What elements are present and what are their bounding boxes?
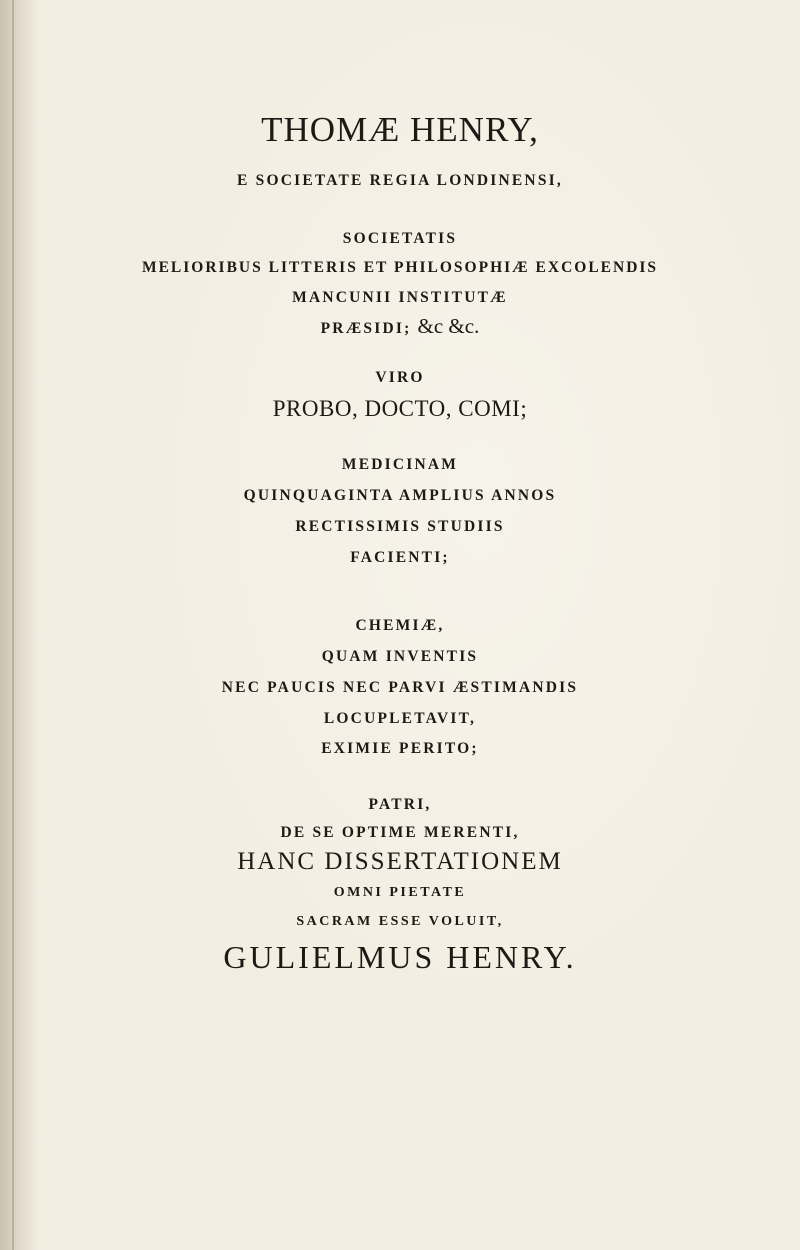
dedication-line-de-se: DE SE OPTIME MERENTI, bbox=[280, 824, 520, 841]
dedication-line-quinquaginta: QUINQUAGINTA AMPLIUS ANNOS bbox=[243, 487, 557, 504]
dedication-line-hanc: HANC DISSERTATIONEM bbox=[237, 848, 563, 875]
dedication-line-probo: PROBO, DOCTO, COMI; bbox=[272, 396, 528, 421]
dedication-line-nec: NEC PAUCIS NEC PARVI ÆSTIMANDIS bbox=[221, 679, 579, 696]
dedication-line-praesidi bbox=[0, 314, 800, 339]
dedication-line-patri: PATRI, bbox=[368, 796, 432, 813]
dedication-line-locupletavit: LOCUPLETAVIT, bbox=[323, 710, 477, 727]
dedication-line-viro: VIRO bbox=[375, 369, 425, 386]
dedication-line-societatis: SOCIETATIS bbox=[342, 230, 458, 247]
dedication-line-chemiae: CHEMIÆ, bbox=[355, 617, 445, 634]
dedication-line-societate: E SOCIETATE REGIA LONDINENSI, bbox=[237, 172, 563, 189]
dedication-line-rectissimis: RECTISSIMIS STUDIIS bbox=[295, 518, 505, 535]
dedication-line-medicinam: MEDICINAM bbox=[341, 456, 459, 473]
dedication-line-mancunii: MANCUNII INSTITUTÆ bbox=[292, 289, 508, 306]
dedication-line-sacram: SACRAM ESSE VOLUIT, bbox=[296, 914, 504, 929]
dedication-line-quam: QUAM INVENTIS bbox=[321, 648, 479, 665]
dedication-title: THOMÆ HENRY, bbox=[261, 110, 539, 149]
dedication-line-melioribus: MELIORIBUS LITTERIS ET PHILOSOPHIÆ EXCOLENDIS bbox=[141, 259, 659, 276]
dedication-line-eximie: EXIMIE PERITO; bbox=[321, 740, 479, 757]
praesidi-etc: &c &c. bbox=[417, 314, 480, 338]
dedication-signature: GULIELMUS HENRY. bbox=[223, 939, 577, 975]
dedication-line-facienti: FACIENTI; bbox=[350, 549, 450, 566]
praesidi-text: PRÆSIDI; bbox=[320, 320, 412, 337]
dedication-line-omni: OMNI PIETATE bbox=[333, 885, 467, 900]
